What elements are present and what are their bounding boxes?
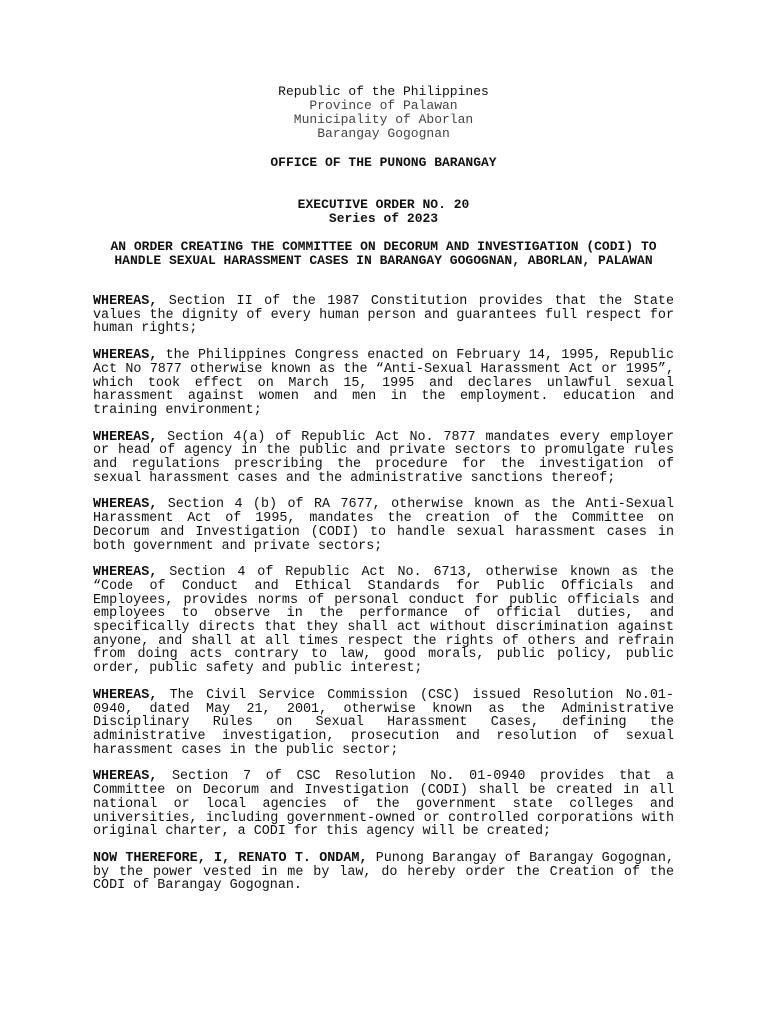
clause-text: Section 4 (b) of RA 7677, otherwise known as the Anti-Sexual Harassment Act of 1995, mandates the creation of the Committee on Decorum and Investigation (CODI) to handle sexual harassment cases in both government and private sectors;: [93, 497, 674, 554]
clause-lead: WHEREAS,: [93, 497, 158, 513]
whereas-clause: [93, 566, 674, 676]
clause-text: Punong Barangay of Barangay Gogognan, by the power vested in me by law, do hereby order the Creation of the CODI of Barangay Gogognan.: [93, 850, 675, 894]
republic-line: Republic of the Philippines: [278, 84, 489, 99]
title-line-2: HANDLE SEXUAL HARASSMENT CASES IN BARANGAY GOGOGNAN, ABORLAN, PALAWAN: [114, 253, 653, 268]
now-therefore-clause: [93, 852, 674, 893]
whereas-clause: [93, 349, 674, 418]
clause-text: The Civil Service Commission (CSC) issued Resolution No.01-0940, dated May 21, 2001, otherwise known as the Administrative Disciplinary Rules on Sexual Harassment Cases, defining the administrative investigation, prosecution and resolution of sexual harassment cases in the public sector;: [93, 687, 674, 758]
whereas-clause: [93, 295, 674, 336]
clause-lead: WHEREAS,: [93, 294, 158, 309]
clause-lead: NOW THEREFORE, I, RENATO T. ONDAM,: [93, 850, 368, 866]
document-header: [93, 85, 674, 141]
clause-text: the Philippines Congress enacted on February 14, 1995, Republic Act No 7877 otherwise known as the “Anti-Sexual Harassment Act or 1995”, which took effect on March 15, 1995 and declares unlawful sexual harassment against women and men in the employment. education and training environment;: [93, 348, 674, 418]
whereas-clause: [93, 498, 674, 553]
clause-lead: WHEREAS,: [93, 348, 158, 364]
order-series: Series of 2023: [328, 211, 439, 226]
clause-text: Section II of the 1987 Constitution provides that the State values the dignity of every human person and guarantees full respect for human rights;: [93, 294, 674, 337]
order-title: [93, 240, 674, 268]
clause-lead: WHEREAS,: [93, 769, 158, 785]
order-number: EXECUTIVE ORDER NO. 20: [297, 197, 470, 212]
clause-text: Section 7 of CSC Resolution No. 01-0940 provides that a Committee on Decorum and Investigation (CODI) shall be created in all national or local agencies of the government state colleges and universities, including government-owned or controlled corporations with original charter, a CODI for this agency will be created;: [93, 769, 674, 840]
clause-lead: WHEREAS,: [93, 687, 158, 703]
clauses-section: [93, 295, 674, 893]
clause-text: Section 4 of Republic Act No. 6713, otherwise known as the “Code of Conduct and Ethical Standards for Public Officials and Employees, provides norms of personal conduct for public officials and employees to observe in the performance of official duties, and specifically directs that they shall act without discrimination against anyone, and shall at all times respect the rights of others and refrain from doing acts contrary to law, good morals, public policy, public order, public safety and public interest;: [93, 565, 674, 677]
whereas-clause: [93, 431, 674, 486]
clause-text: Section 4(a) of Republic Act No. 7877 mandates every employer or head of agency in the public and private sectors to promulgate rules and regulations prescribing the procedure for the investigation of sexual harassment cases and the administrative sanctions thereof;: [93, 429, 674, 486]
clause-lead: WHEREAS,: [93, 429, 158, 445]
province-line: Province of Palawan: [309, 98, 458, 113]
whereas-clause: [93, 770, 674, 839]
office-heading: OFFICE OF THE PUNONG BARANGAY: [270, 155, 497, 170]
executive-order-heading: [93, 198, 674, 226]
title-line-1: AN ORDER CREATING THE COMMITTEE ON DECORUM AND INVESTIGATION (CODI) TO: [110, 239, 657, 254]
whereas-clause: [93, 689, 674, 758]
barangay-line: Barangay Gogognan: [317, 126, 450, 141]
municipality-line: Municipality of Aborlan: [293, 112, 474, 127]
clause-lead: WHEREAS,: [93, 565, 158, 581]
